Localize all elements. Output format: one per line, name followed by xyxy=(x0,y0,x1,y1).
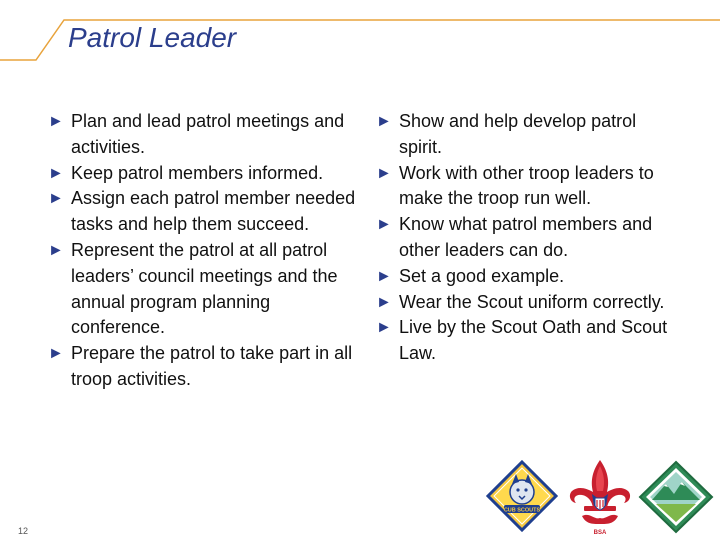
bullet-arrow-icon: ► xyxy=(376,319,392,337)
list-item xyxy=(48,161,363,187)
list-item xyxy=(376,109,676,161)
bullet-text: Live by the Scout Oath and Scout Law. xyxy=(399,317,668,364)
bullet-text: Set a good example. xyxy=(399,265,565,286)
bullet-arrow-icon: ► xyxy=(376,216,392,234)
bullet-arrow-icon: ► xyxy=(48,241,64,259)
bsa-emblem-text: BSA xyxy=(593,530,607,536)
list-item xyxy=(376,264,676,290)
bullet-text: Prepare the patrol to take part in all troop activities. xyxy=(71,343,353,389)
page-number: 12 xyxy=(18,526,29,536)
list-item xyxy=(376,161,676,213)
list-item xyxy=(48,238,363,341)
list-item xyxy=(376,212,676,264)
bullet-text: Plan and lead patrol meetings and activities. xyxy=(71,111,345,157)
bullet-text: Represent the patrol at all patrol leaders’ council meetings and the annual program planning conference. xyxy=(71,239,338,338)
bullet-text: Wear the Scout uniform correctly. xyxy=(399,291,665,312)
bullet-arrow-icon: ► xyxy=(376,164,392,182)
bullet-text: Know what patrol members and other leaders can do. xyxy=(399,214,653,260)
left-bullet-column xyxy=(48,109,363,393)
list-item xyxy=(48,186,363,238)
bullet-arrow-icon: ► xyxy=(48,345,64,363)
bullet-text: Assign each patrol member needed tasks and help them succeed. xyxy=(71,188,356,235)
bullet-text: Show and help develop patrol spirit. xyxy=(399,111,637,157)
bullet-arrow-icon: ► xyxy=(48,113,64,130)
venturing-logo-icon xyxy=(638,460,714,534)
bullet-text: Keep patrol members informed. xyxy=(71,162,324,183)
bullet-arrow-icon: ► xyxy=(48,190,64,208)
list-item xyxy=(376,290,676,316)
bsa-emblem-icon xyxy=(562,458,638,536)
list-item xyxy=(376,315,676,367)
slide-title: Patrol Leader xyxy=(68,22,237,53)
right-bullet-column xyxy=(376,109,676,367)
list-item xyxy=(48,109,363,161)
cub-scout-logo-icon xyxy=(486,460,558,532)
bullet-arrow-icon: ► xyxy=(376,113,392,130)
bullet-arrow-icon: ► xyxy=(376,293,392,311)
bullet-text: Work with other troop leaders to make the troop run well. xyxy=(399,162,654,209)
list-item xyxy=(48,341,363,393)
cub-scout-logo-text: CUB SCOUTS xyxy=(503,507,541,514)
bullet-arrow-icon: ► xyxy=(48,164,64,182)
bullet-arrow-icon: ► xyxy=(376,267,392,285)
